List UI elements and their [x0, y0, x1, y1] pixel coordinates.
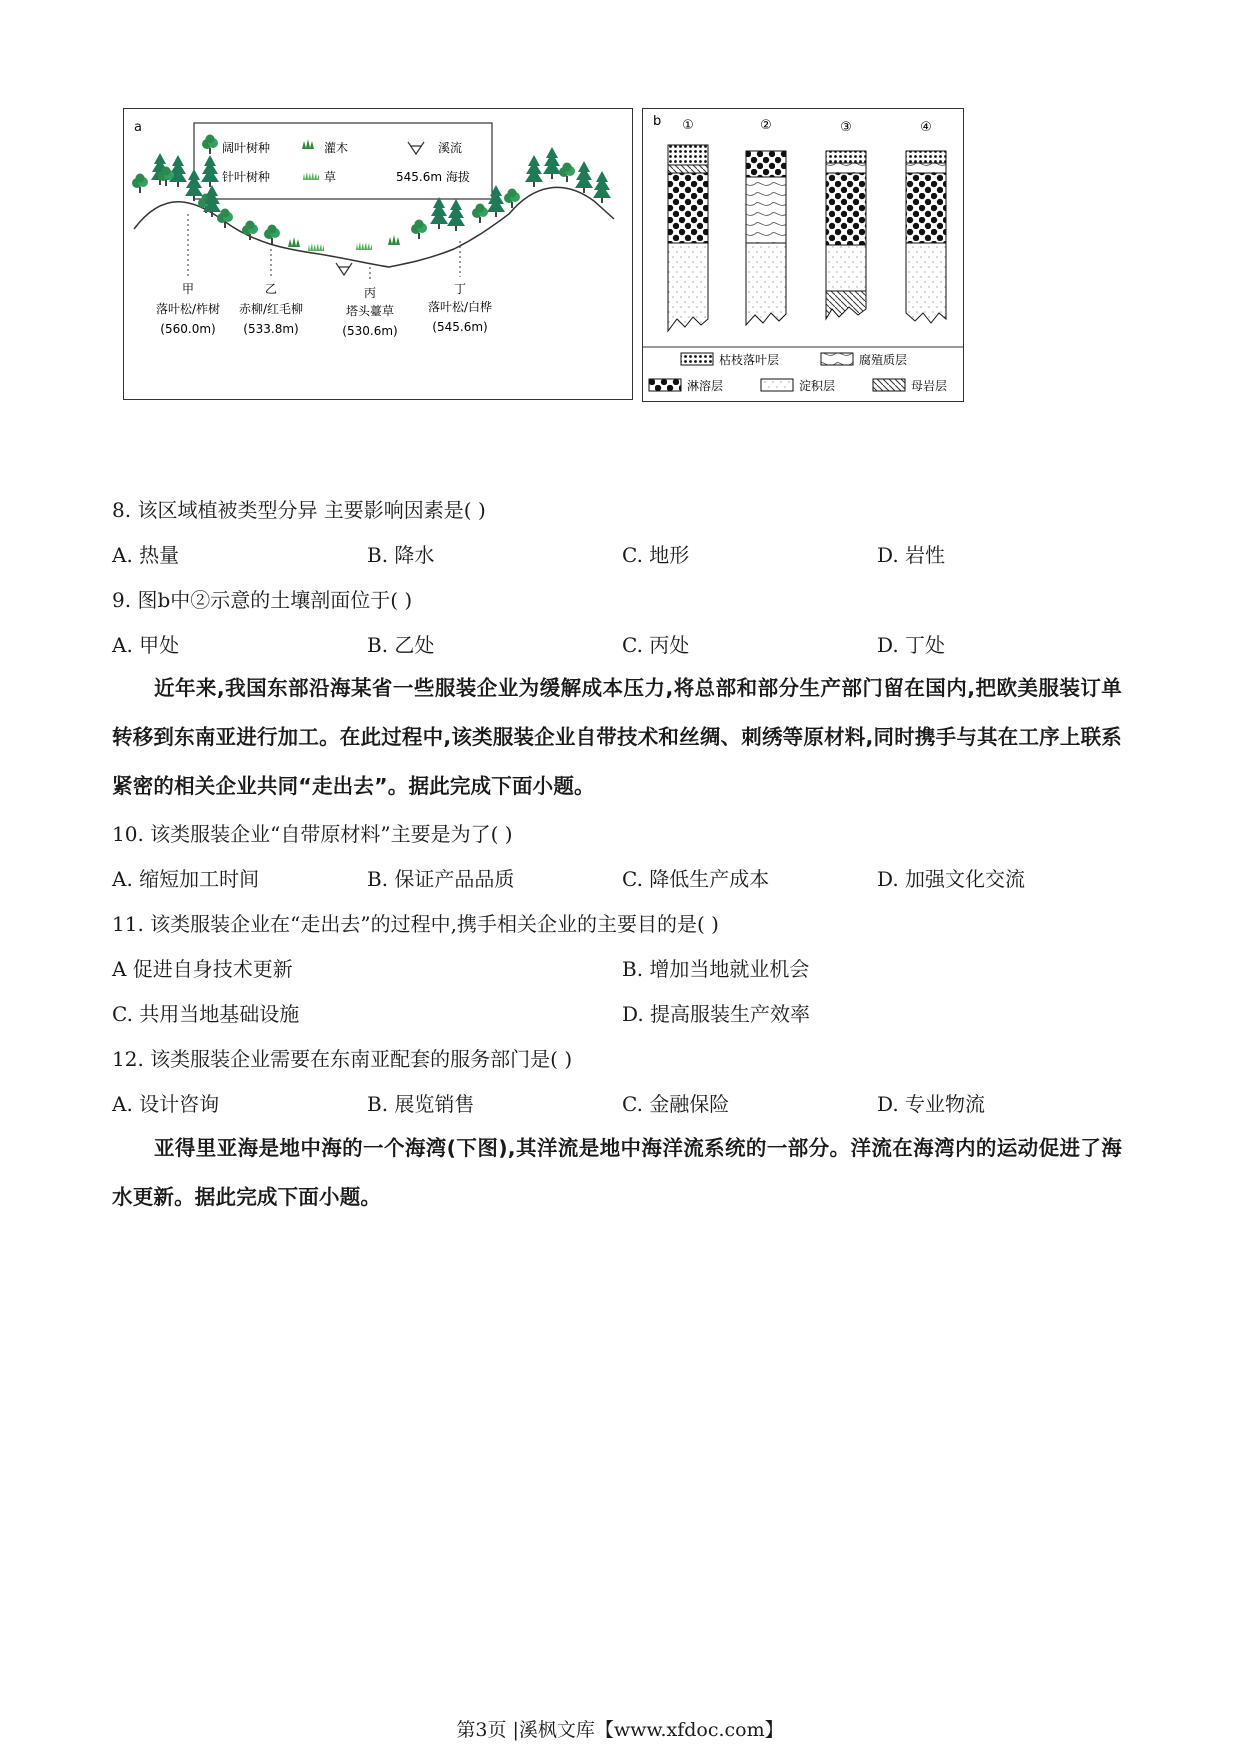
profile-label-2: ②	[760, 118, 772, 133]
question-9-option-a[interactable]: A. 甲处	[112, 633, 180, 657]
figure-b-soil-profiles	[642, 108, 964, 402]
legend-grass-label: 草	[324, 170, 337, 184]
profile-label-4: ④	[920, 120, 932, 135]
passage-garment-industry: 近年来,我国东部沿海某省一些服装企业为缓解成本压力,将总部和部分生产部门留在国内,把欧美服装订单转移到东南亚进行加工。在此过程中,该类服装企业自带技术和丝绸、刺绣等原材料,同时携手与其在工序上联系紧密的相关企业共同“走出去”。据此完成下面小题。	[112, 676, 1122, 798]
legend-elevation-label: 545.6m 海拔	[396, 170, 470, 184]
stream-marker-icon	[336, 263, 352, 275]
question-12-option-b[interactable]: B. 展览销售	[367, 1092, 475, 1116]
question-12-option-d[interactable]: D. 专业物流	[877, 1092, 986, 1116]
question-9-option-c[interactable]: C. 丙处	[622, 633, 690, 657]
question-12-stem: 12. 该类服装企业需要在东南亚配套的服务部门是( )	[112, 1047, 573, 1071]
question-11-option-b[interactable]: B. 增加当地就业机会	[622, 957, 810, 981]
panel-label-b: b	[653, 114, 662, 129]
legend-eluvial-label: 淋溶层	[687, 379, 724, 393]
question-11-option-a[interactable]: A 促进自身技术更新	[112, 957, 293, 981]
question-8-option-a[interactable]: A. 热量	[112, 543, 180, 567]
question-8-option-c[interactable]: C. 地形	[622, 543, 690, 567]
site-name-ding: 丁	[453, 282, 467, 296]
soil-profile-4	[906, 151, 946, 323]
question-12-option-c[interactable]: C. 金融保险	[622, 1092, 730, 1116]
page-footer: 第3页 |溪枫文库【www.xfdoc.com】	[456, 1719, 784, 1741]
passage-adriatic-sea: 亚得里亚海是地中海的一个海湾(下图),其洋流是地中海洋流系统的一部分。洋流在海湾内的运动促进了海水更新。据此完成下面小题。	[112, 1136, 1122, 1209]
figure-a-vegetation-profile	[123, 108, 633, 400]
site-veg-yi: 赤柳/红毛柳	[238, 302, 304, 316]
soil-profile-1	[668, 145, 708, 331]
question-10-option-b[interactable]: B. 保证产品品质	[367, 867, 515, 891]
question-10-option-a[interactable]: A. 缩短加工时间	[112, 867, 260, 891]
legend-a	[194, 123, 492, 199]
site-veg-bing: 塔头薹草	[345, 304, 395, 318]
site-veg-ding: 落叶松/白桦	[427, 300, 493, 314]
question-8-stem: 8. 该区域植被类型分异 主要影响因素是( )	[112, 498, 486, 522]
legend-litter-label: 枯枝落叶层	[719, 353, 780, 367]
legend-parent-label: 母岩层	[911, 379, 948, 393]
question-11-option-c[interactable]: C. 共用当地基础设施	[112, 1002, 300, 1026]
site-elev-jia: (560.0m)	[160, 322, 216, 336]
profile-label-1: ①	[682, 118, 694, 133]
question-11-stem: 11. 该类服装企业在“走出去”的过程中,携手相关企业的主要目的是( )	[112, 912, 719, 936]
legend-b	[643, 347, 963, 393]
legend-humus-label: 腐殖质层	[859, 353, 908, 367]
site-veg-jia: 落叶松/柞树	[155, 302, 221, 316]
question-10-option-d[interactable]: D. 加强文化交流	[877, 867, 1026, 891]
site-name-jia: 甲	[181, 282, 195, 296]
question-12-option-a[interactable]: A. 设计咨询	[112, 1092, 220, 1116]
question-10-stem: 10. 该类服装企业“自带原材料”主要是为了( )	[112, 822, 513, 846]
legend-stream-label: 溪流	[438, 141, 463, 155]
panel-label-a: a	[134, 120, 142, 135]
site-name-bing: 丙	[363, 286, 377, 300]
site-elev-ding: (545.6m)	[432, 320, 488, 334]
site-name-yi: 乙	[264, 282, 278, 296]
legend-illuvial-label: 淀积层	[799, 379, 836, 393]
question-8-option-d[interactable]: D. 岩性	[877, 543, 946, 567]
legend-shrub-label: 灌木	[324, 141, 349, 155]
profile-label-3: ③	[840, 120, 852, 135]
question-9-option-b[interactable]: B. 乙处	[367, 633, 435, 657]
question-9-stem: 9. 图b中②示意的土壤剖面位于( )	[112, 588, 413, 612]
question-8-option-b[interactable]: B. 降水	[367, 543, 435, 567]
site-elev-yi: (533.8m)	[243, 322, 299, 336]
question-10-option-c[interactable]: C. 降低生产成本	[622, 867, 770, 891]
soil-profile-2	[746, 151, 786, 325]
legend-conifer-label: 针叶树种	[222, 170, 271, 184]
soil-profile-3	[826, 151, 866, 319]
legend-broadleaf-label: 阔叶树种	[222, 141, 271, 155]
question-9-option-d[interactable]: D. 丁处	[877, 633, 946, 657]
question-11-option-d[interactable]: D. 提高服装生产效率	[622, 1002, 811, 1026]
site-elev-bing: (530.6m)	[342, 324, 398, 338]
